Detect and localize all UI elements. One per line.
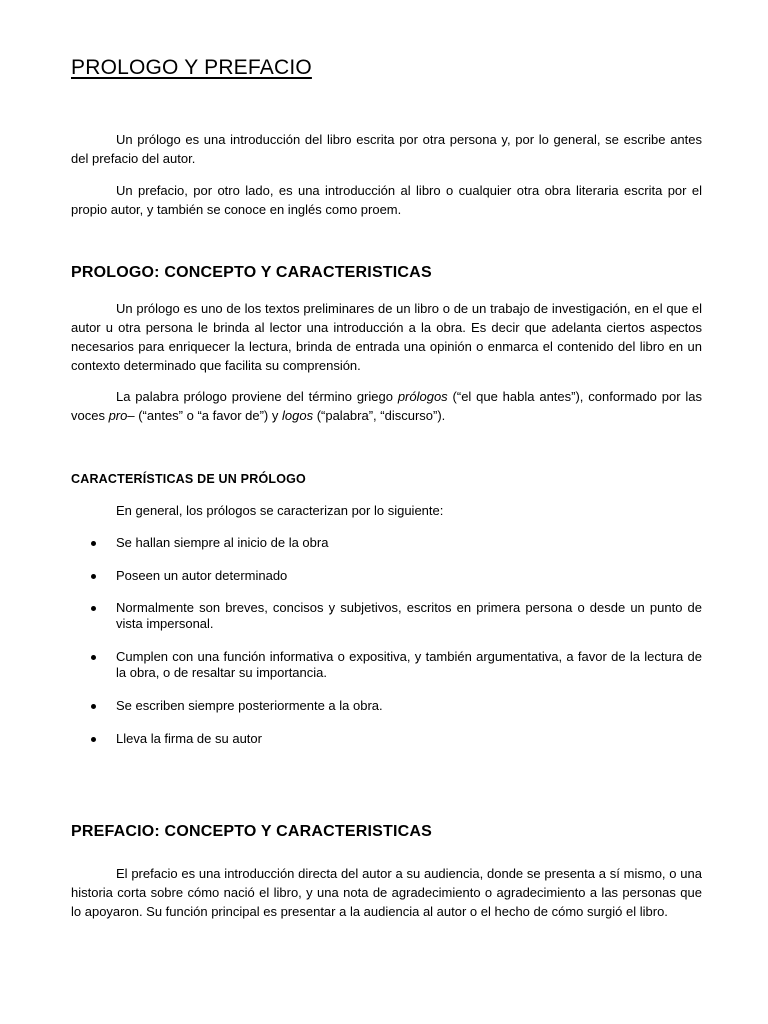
list-item: Cumplen con una función informativa o expositiva, y también argumentativa, a favor de la lectura de la obra, o de resaltar su importancia. [71,649,702,681]
list-item: Se escriben siempre posteriormente a la obra. [71,698,702,714]
list-item: Poseen un autor determinado [71,568,702,584]
section-heading-prefacio: PREFACIO: CONCEPTO Y CARACTERISTICAS [71,823,433,840]
list-item: Se hallan siempre al inicio de la obra [71,535,702,551]
bullet-icon [91,574,96,579]
bullet-icon [91,606,96,611]
prologo-etymology-paragraph: La palabra prólogo proviene del término griego prólogos (“el que habla antes”), conformado por las voces pro– (“antes” o “a favor de”) y logos (“palabra”, “discurso”). [71,389,702,423]
list-item: Lleva la firma de su autor [71,731,702,747]
prologo-concept-paragraph: Un prólogo es uno de los textos preliminares de un libro o de un trabajo de investigación, en el que el autor u otra persona le brinda al lector una introducción a la obra. Es decir que adelanta ciertos aspectos necesarios para enriquecer la lectura, brinda de entrada una opinión o enmarca el contenido del libro en un contexto determinado que facilita su comprensión. [71,301,702,373]
bullet-icon [91,655,96,660]
bullet-icon [91,541,96,546]
caracteristicas-intro: En general, los prólogos se caracterizan por lo siguiente: [116,503,444,518]
intro-paragraph-prefacio: Un prefacio, por otro lado, es una introducción al libro o cualquier otra obra literaria escrita por el propio autor, y también se conoce en inglés como proem. [71,183,702,217]
bullet-icon [91,704,96,709]
section-heading-prologo: PROLOGO: CONCEPTO Y CARACTERISTICAS [71,264,432,281]
bullet-icon [91,737,96,742]
page-title: PROLOGO Y PREFACIO [71,56,312,79]
prefacio-concept-paragraph: El prefacio es una introducción directa del autor a su audiencia, donde se presenta a sí mismo, o una historia corta sobre cómo nació el libro, y una nota de agradecimiento o agradecimiento a las personas que lo apoyaron. Su función principal es presentar a la audiencia al autor o el hecho de cómo surgió el libro. [71,866,702,919]
list-item: Normalmente son breves, concisos y subjetivos, escritos en primera persona o desde un punto de vista impersonal. [71,600,702,632]
subsection-heading-caracteristicas: CARACTERÍSTICAS DE UN PRÓLOGO [71,472,306,486]
intro-paragraph-prologo: Un prólogo es una introducción del libro escrita por otra persona y, por lo general, se escribe antes del prefacio del autor. [71,132,702,166]
